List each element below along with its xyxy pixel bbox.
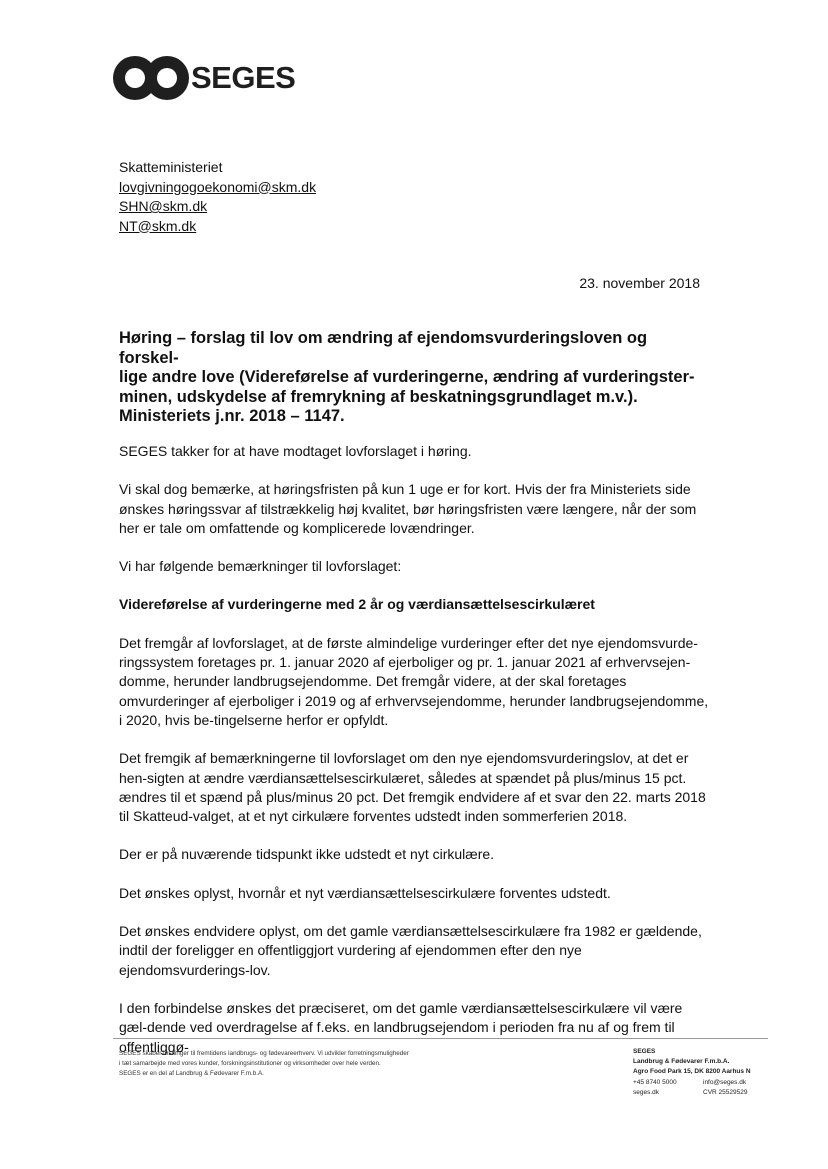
footer-line-3: SEGES er en del af Landbrug & Fødevarer F.m.b.A.: [119, 1070, 264, 1077]
footer-address: Agro Food Park 15, DK 8200 Aarhus N: [633, 1068, 751, 1076]
paragraph-circular-intent: Det fremgik af bemærkningerne til lovforslaget om den nye ejendomsvurderingslov, at det er hen-sigten at ændre værdiansættelsescirkulæret, således at spændet på plus/minus 15 pct. ændres til et spænd på plus/minus 20 pct. Det fremgik endvidere af et svar den 22. marts 2018 til Skatteud-valget, at et nyt cirkulære forventes udstedt inden sommerferien 2018.: [119, 750, 706, 825]
paragraph-deadline: Vi skal dog bemærke, at høringsfristen på kun 1 uge er for kort. Hvis der fra Ministeriets side ønskes høringssvar af tilstrækkelig høj kvalitet, bør høringsfristen være længere, når der som her er tale om omfattende og komplicerede lovændringer.: [119, 481, 697, 536]
recipient-block: [119, 158, 316, 236]
footer-description: [119, 1049, 499, 1079]
paragraph-when-issued: Det ønskes oplyst, hvornår et nyt værdiansættelsescirkulære forventes udstedt.: [119, 884, 611, 901]
letter-body: [119, 442, 711, 1076]
footer-line-1: SEGES skaber løsninger til fremtidens landbrugs- og fødevareerhverv. Vi udvikler forretningsmuligheder: [119, 1050, 409, 1057]
footer-contact: [633, 1047, 783, 1098]
footer-org-full: Landbrug & Fødevarer F.m.b.A.: [633, 1058, 730, 1066]
subject-line-2: lige andre love (Videreførelse af vurderingerne, ændring af vurderingster-: [119, 368, 695, 386]
footer-org: SEGES: [633, 1048, 656, 1055]
subject-line-1: Høring – forslag til lov om ændring af ejendomsvurderingsloven og forskel-: [119, 329, 648, 367]
subject-line-3: minen, udskydelse af fremrykning af beskatningsgrundlaget m.v.).: [119, 387, 638, 406]
footer-cvr: CVR 25529529: [703, 1088, 748, 1096]
logo-rings-icon: [113, 55, 189, 101]
logo-wordmark: SEGES: [191, 60, 296, 95]
recipient-name: Skatteministeriet: [119, 159, 223, 175]
paragraph-clarification: I den forbindelse ønskes det præciseret, om det gamle værdiansættelsescirkulære vil være gæl-dende ved overdragelse af f.eks. en landbrugsejendom i perioden fra nu af og frem til offentliggø-: [119, 999, 683, 1055]
letter-subject: [119, 329, 709, 427]
section-heading: Videreførelse af vurderingerne med 2 år og værdiansættelsescirkulæret: [119, 596, 595, 613]
footer-email[interactable]: info@seges.dk: [703, 1078, 747, 1086]
paragraph-thanks: SEGES takker for at have modtaget lovforslaget i høring.: [119, 443, 472, 459]
letter-date: 23. november 2018: [579, 275, 700, 291]
paragraph-not-issued: Der er på nuværende tidspunkt ikke udstedt et nyt cirkulære.: [119, 846, 495, 863]
paragraph-old-circular: Det ønskes endvidere oplyst, om det gamle værdiansættelsescirkulære fra 1982 er gældende, indtil der foreligger en offentliggjort vurdering af ejendommen efter den nye ejendomsvurderings-lov.: [119, 923, 702, 978]
recipient-email-3[interactable]: NT@skm.dk: [119, 217, 197, 234]
footer-phone: +45 8740 5000: [633, 1078, 677, 1086]
footer-line-2: i tæt samarbejde med vores kunder, forskningsinstitutioner og virksomheder over hele verden.: [119, 1060, 381, 1067]
seges-logo: [113, 52, 295, 104]
paragraph-intro-remarks: Vi har følgende bemærkninger til lovforslaget:: [119, 558, 402, 575]
subject-line-4: Ministeriets j.nr. 2018 – 1147.: [119, 407, 345, 425]
footer-divider: [113, 1038, 768, 1039]
recipient-email-1[interactable]: lovgivningogoekonomi@skm.dk: [119, 178, 317, 195]
footer-web[interactable]: seges.dk: [633, 1088, 660, 1096]
paragraph-valuations: Det fremgår af lovforslaget, at de første almindelige vurderinger efter det nye ejendomsvurde-ringssystem foretages pr. 1. januar 2020 af ejerboliger og pr. 1. januar 2021 af erhvervsejen-domme, herunder landbrugsejendomme. Det fremgår videre, at der skal foretages omvurderinger af ejerboliger i 2019 og af erhvervsejendomme, herunder landbrugsejendomme, i 2020, hvis be-tingelserne herfor er opfyldt.: [119, 634, 709, 728]
recipient-email-2[interactable]: SHN@skm.dk: [119, 198, 208, 214]
